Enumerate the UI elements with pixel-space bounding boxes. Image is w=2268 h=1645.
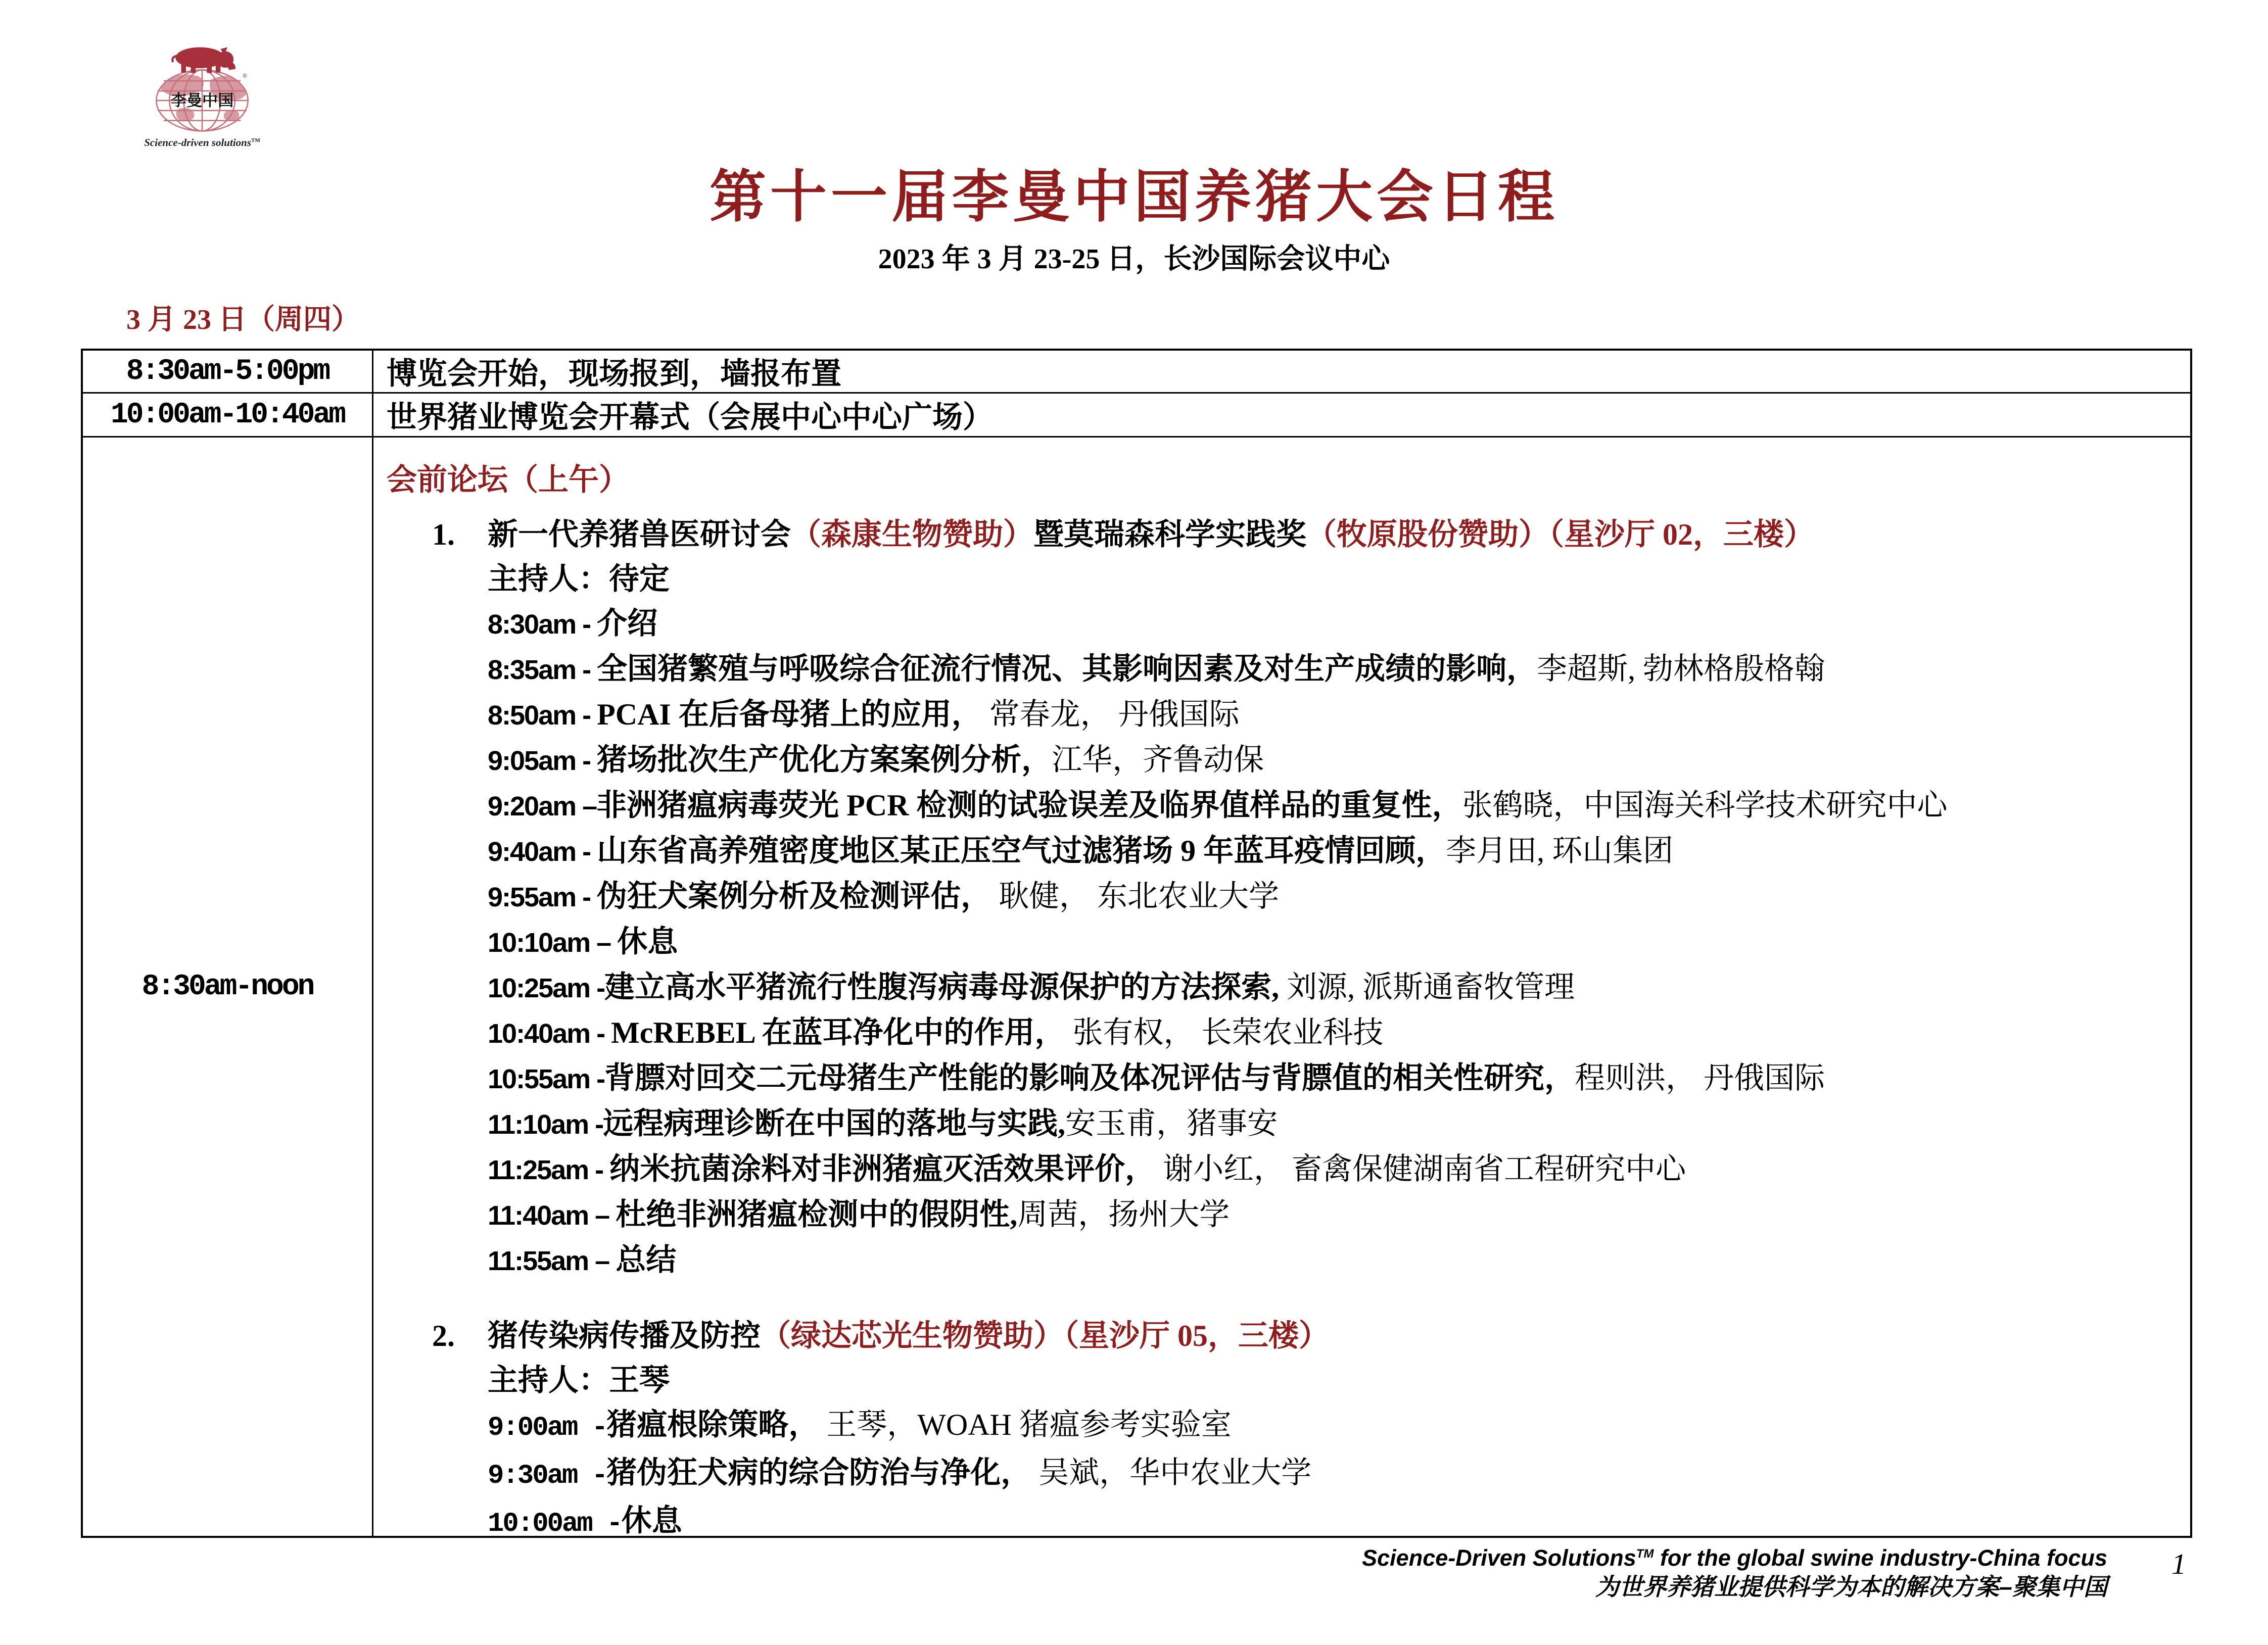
- item-topic: 建立高水平猪流行性腹泻病毒母源保护的方法探索,: [604, 971, 1280, 1004]
- sponsor-room-text: （绿达芯光生物赞助）（星沙厅 05，三楼）: [761, 1319, 1329, 1352]
- item-time: 9:05am -: [488, 746, 597, 776]
- item-speaker: 吴斌，华中农业大学: [1031, 1456, 1312, 1489]
- item-time: 8:35am -: [488, 655, 597, 685]
- item-speaker: 李月田, 环山集团: [1446, 834, 1674, 867]
- footer-line-english: [1362, 1540, 2107, 1572]
- table-row-expo: [83, 351, 2190, 392]
- time-cell: 8:30am-noon: [83, 438, 373, 1536]
- item-topic: 伪狂犬案例分析及检测评估，: [597, 880, 991, 913]
- time-cell: 8:30am-5:00pm: [83, 351, 373, 392]
- item-time: 10:25am -: [488, 973, 605, 1003]
- item-topic: 背膘对回交二元母猪生产性能的影响及体况评估与背膘值的相关性研究，: [604, 1061, 1575, 1095]
- item-time: 10:55am -: [488, 1064, 605, 1094]
- item-speaker: 谢小红， 畜禽保健湖南省工程研究中心: [1155, 1152, 1686, 1186]
- item-time: 11:40am –: [488, 1200, 616, 1231]
- sponsor-room-text: （牧原股份赞助）（星沙厅 02，三楼）: [1306, 518, 1814, 551]
- agenda-item: [488, 1147, 2190, 1192]
- session-title-text: 暨莫瑞森科学实践奖: [1033, 518, 1306, 551]
- agenda-item: [488, 783, 2190, 829]
- item-speaker: 王琴，WOAH 猪瘟参考实验室: [819, 1408, 1232, 1441]
- session-1-title: [432, 512, 2190, 557]
- session-2-title: [432, 1314, 2190, 1358]
- item-time: 11:10am -: [488, 1109, 603, 1140]
- item-topic: 全国猪繁殖与呼吸综合征流行情况、其影响因素及对生产成绩的影响，: [597, 652, 1537, 686]
- session-number: 1.: [432, 518, 455, 551]
- logo-registered-mark: ®: [242, 72, 248, 79]
- item-speaker: 江华，齐鲁动保: [1052, 743, 1264, 777]
- item-time: 9:00am -: [488, 1413, 607, 1443]
- item-topic: PCAI 在后备母猪上的应用，: [597, 698, 982, 731]
- session-title-text: 猪传染病传播及防控: [488, 1319, 761, 1352]
- event-cell: 世界猪业博览会开幕式（会展中心中心广场）: [387, 401, 993, 434]
- session-title-text: 新一代养猪兽医研讨会: [488, 518, 791, 551]
- item-time: 11:55am –: [488, 1246, 616, 1276]
- session-2: [387, 1314, 2190, 1546]
- item-topic: 猪瘟根除策略，: [606, 1408, 819, 1441]
- agenda-item: [488, 965, 2190, 1010]
- item-speaker: 李超斯, 勃林格殷格翰: [1537, 652, 1825, 686]
- page-footer: [1362, 1540, 2107, 1602]
- section-header: 会前论坛（上午）: [387, 463, 629, 497]
- session-1: [387, 512, 2190, 1283]
- item-time: 10:10am –: [488, 928, 618, 958]
- agenda-item: [488, 1450, 2190, 1498]
- agenda-item: [488, 1101, 2190, 1147]
- session-number: 2.: [432, 1319, 455, 1352]
- agenda-item: [488, 829, 2190, 874]
- pig-globe-logo-graphic: [136, 39, 268, 135]
- agenda-item: [488, 1010, 2190, 1056]
- schedule-table: [81, 349, 2192, 1538]
- item-time: 9:30am -: [488, 1461, 607, 1491]
- page-subtitle: 2023 年 3 月 23-25 日，长沙国际会议中心: [878, 244, 1390, 275]
- footer-tm: TM: [1636, 1547, 1654, 1561]
- item-speaker: 张鹤晓，中国海关科学技术研究中心: [1462, 789, 1948, 822]
- item-speaker: 耿健， 东北农业大学: [991, 880, 1280, 913]
- item-time: 11:25am -: [488, 1155, 610, 1185]
- item-topic: 休息: [621, 1504, 682, 1537]
- agenda-item: [488, 1402, 2190, 1450]
- pig-icon: [172, 47, 235, 73]
- logo-tm: TM: [251, 137, 260, 143]
- item-topic: McREBEL 在蓝耳净化中的作用，: [611, 1016, 1065, 1049]
- agenda-item: [488, 1498, 2190, 1546]
- item-topic: 猪场批次生产优化方案案例分析，: [597, 743, 1052, 777]
- page-number: 1: [2171, 1547, 2186, 1580]
- item-time: 10:40am -: [488, 1019, 611, 1049]
- agenda-item: [488, 738, 2190, 783]
- agenda-item: [488, 920, 2190, 965]
- event-cell: 博览会开始，现场报到，墙报布置: [387, 357, 841, 391]
- item-topic: 杜绝非洲猪瘟检测中的假阴性,: [616, 1198, 1018, 1231]
- agenda-item: [488, 1238, 2190, 1283]
- item-topic: 猪伪狂犬病的综合防治与净化，: [606, 1456, 1031, 1489]
- session-1-body: [488, 557, 2190, 1283]
- agenda-item: [488, 647, 2190, 692]
- footer-brand: Science-Driven Solutions: [1362, 1545, 1636, 1571]
- footer-tagline-en: for the global swine industry-China focus: [1653, 1545, 2107, 1571]
- item-speaker: 周茜，扬州大学: [1017, 1198, 1230, 1231]
- agenda-item: [488, 1056, 2190, 1101]
- leman-china-logo: [126, 39, 278, 149]
- logo-chinese-text: 李曼中国: [170, 91, 234, 110]
- preconference-cell: [373, 438, 2190, 1539]
- time-cell: 10:00am-10:40am: [83, 394, 373, 436]
- page-title: 第十一届李曼中国养猪大会日程: [710, 166, 1558, 229]
- logo-tagline-text: Science-driven solutions: [144, 136, 252, 149]
- item-topic: 休息: [617, 925, 678, 958]
- item-topic: 总结: [616, 1243, 677, 1277]
- item-topic: 非洲猪瘟病毒荧光 PCR 检测的试验误差及临界值样品的重复性，: [596, 789, 1462, 822]
- moderator-line: 主持人：王琴: [488, 1364, 670, 1397]
- item-topic: 纳米抗菌涂料对非洲猪瘟灭活效果评价，: [609, 1152, 1156, 1186]
- session-2-body: [488, 1358, 2190, 1546]
- table-row-preconference: [83, 436, 2190, 1539]
- agenda-item: [488, 874, 2190, 920]
- logo-tagline: [126, 136, 278, 149]
- sponsor-text: （森康生物赞助）: [791, 518, 1033, 551]
- agenda-item: [488, 692, 2190, 738]
- agenda-item: [488, 1192, 2190, 1238]
- item-speaker: 张有权， 长荣农业科技: [1065, 1016, 1384, 1049]
- footer-line-chinese: 为世界养猪业提供科学为本的解决方案–聚集中国: [1595, 1573, 2107, 1600]
- item-speaker: 程则洪， 丹俄国际: [1575, 1061, 1825, 1095]
- table-row-opening: [83, 392, 2190, 436]
- item-time: 8:50am -: [488, 700, 597, 731]
- item-speaker: 刘源, 派斯通畜牧管理: [1279, 971, 1575, 1004]
- item-topic: 介绍: [597, 607, 658, 640]
- item-time: 8:30am -: [488, 609, 597, 640]
- moderator-line: 主持人：待定: [488, 562, 670, 596]
- item-topic: 远程病理诊断在中国的落地与实践,: [603, 1107, 1066, 1140]
- item-time: 10:00am -: [488, 1509, 622, 1539]
- date-header: 3 月 23 日（周四）: [126, 304, 360, 335]
- item-topic: 山东省高养殖密度地区某正压空气过滤猪场 9 年蓝耳疫情回顾，: [597, 834, 1446, 867]
- item-speaker: 常春龙， 丹俄国际: [981, 698, 1240, 731]
- item-time: 9:20am –: [488, 791, 597, 821]
- item-speaker: 安玉甫，猪事安: [1065, 1107, 1278, 1140]
- agenda-item: [488, 601, 2190, 647]
- item-time: 9:40am -: [488, 837, 597, 867]
- item-time: 9:55am -: [488, 882, 597, 912]
